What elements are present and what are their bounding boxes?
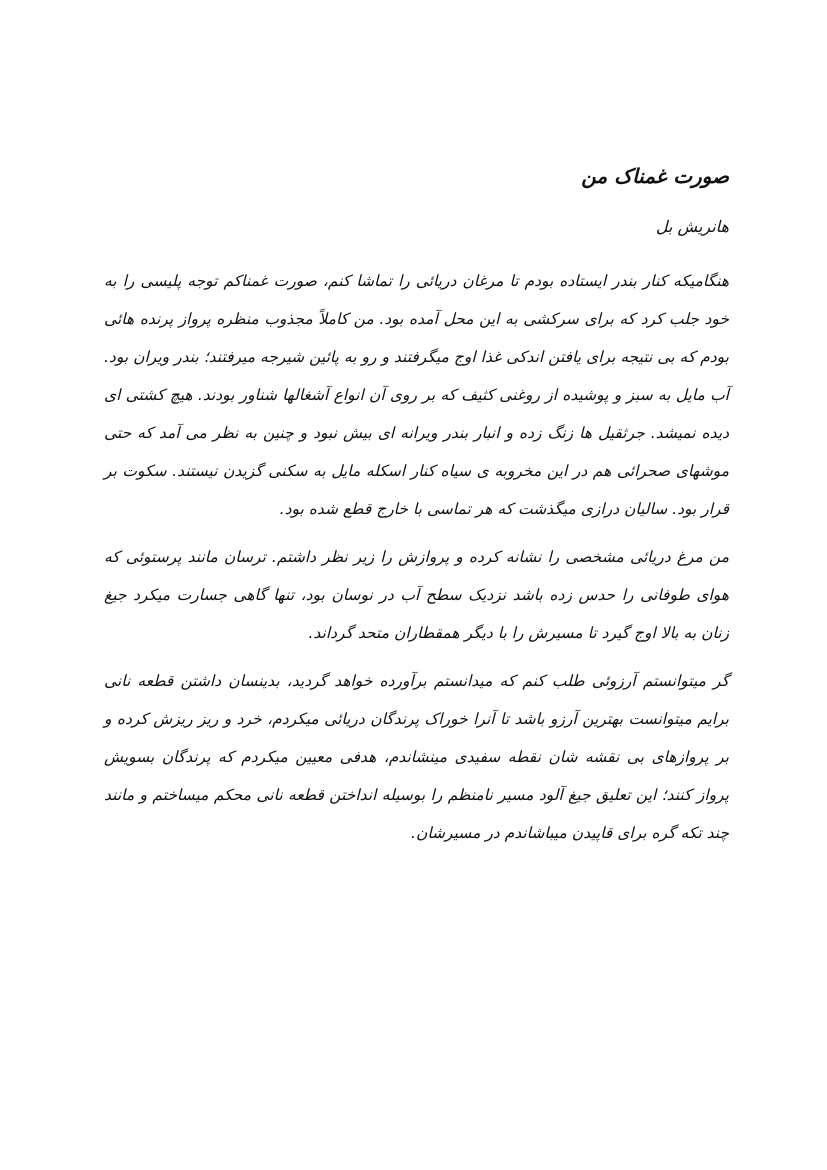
author-name: هانریش بل (655, 217, 729, 236)
document-body (104, 158, 729, 852)
paragraph: من مرغ دریائی مشخصی را نشانه کرده و پروازش را زیر نظر داشتم. ترسان مانند پرستوئی که هوای طوفانی را حدس زده باشد نزدیک سطح آب در نوسان بود، تنها گاهی جسارت میکرد جیغ زنان به بالا اوج گیرد تا مسیرش را با دیگر همقطاران متحد گرداند. (104, 548, 729, 642)
paragraph: هنگامیکه کنار بندر ایستاده بودم تا مرغان دریائی را تماشا کنم، صورت غمناکم توجه پلیسی را به خود جلب کرد که برای سرکشی به این محل آمده بود. من کاملاً مجذوب منظره پرواز پرنده هائی بودم که بی نتیجه برای یافتن اندکی غذا اوج میگرفتند و رو به پائین شیرجه میرفتند؛ بندر ویران بود. آب مایل به سبز و پوشیده از روغنی کثیف که بر روی آن انواع آشغالها شناور بودند. هیچ کشتی ای دیده نمیشد. جرثقیل ها زنگ زده و انبار بندر ویرانه ای بیش نبود و چنین به نظر می آمد که حتی موشهای صحرائی هم در این مخروبه ی سیاه کنار اسکله مایل به سکنی گزیدن نیستند. سکوت بر قرار بود. سالیان درازی میگذشت که هر تماسی با خارج قطع شده بود. (104, 272, 729, 518)
story-title: صورت غمناک من (581, 164, 729, 188)
paragraph: گر میتوانستم آرزوئی طلب کنم که میدانستم برآورده خواهد گردید، بدینسان داشتن قطعه نانی برایم میتوانست بهترین آرزو باشد تا آنرا خوراک پرندگان دریائی میکردم، خرد و ریز ریزش کرده و بر پروازهای بی نقشه شان نقطه سفیدی مینشاندم، هدفی معیین میکردم که پرندگان بسویش پرواز کنند؛ این تعلیق جیغ آلود مسیر نامنظم را بوسیله انداختن قطعه نانی محکم میساختم و مانند چند تکه گره برای قاپیدن میباشاندم در مسیرشان. (104, 672, 729, 842)
